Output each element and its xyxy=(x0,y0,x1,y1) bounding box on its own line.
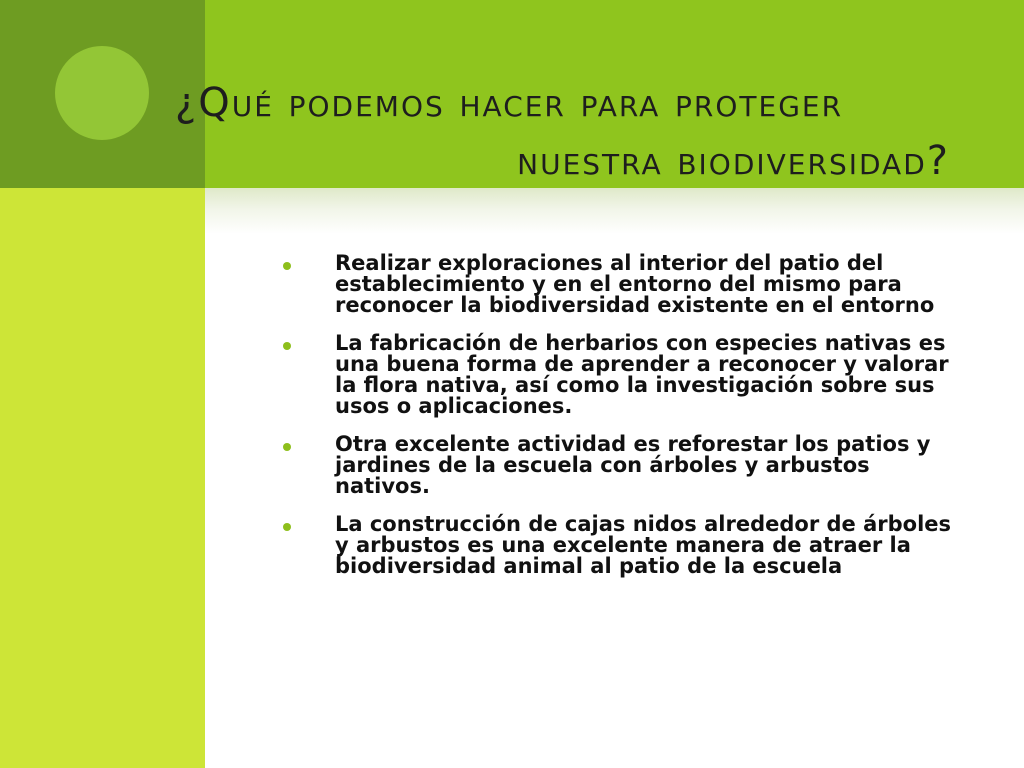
bullet-text: La construcción de cajas nidos alrededor de árboles y arbustos es una excelente manera de atraer la biodiversidad animal al patio de la escuela xyxy=(335,512,952,578)
bullet-text: Otra excelente actividad es reforestar los patios y jardines de la escuela con árboles y arbustos nativos. xyxy=(335,432,931,498)
bullet-item xyxy=(283,434,963,497)
bullet-item xyxy=(283,253,963,316)
slide-title xyxy=(175,74,950,190)
bullet-item xyxy=(283,514,963,577)
decorative-circle xyxy=(55,46,149,140)
bullet-item xyxy=(283,333,963,417)
bullet-dot-icon xyxy=(283,342,291,350)
title-line-2: nuestra biodiversidad? xyxy=(517,138,950,184)
lime-side-panel xyxy=(0,188,205,768)
bullet-list xyxy=(283,253,963,594)
title-line-1: ¿Qué podemos hacer para proteger xyxy=(175,80,844,126)
bullet-dot-icon xyxy=(283,523,291,531)
bullet-text: La fabricación de herbarios con especies nativas es una buena forma de aprender a reconocer y valorar la flora nativa, así como la investigación sobre sus usos o aplicaciones. xyxy=(335,331,949,418)
bullet-dot-icon xyxy=(283,262,291,270)
bullet-dot-icon xyxy=(283,443,291,451)
gradient-divider xyxy=(205,188,1024,234)
bullet-text: Realizar exploraciones al interior del patio del establecimiento y en el entorno del mismo para reconocer la biodiversidad existente en el entorno xyxy=(335,251,935,317)
